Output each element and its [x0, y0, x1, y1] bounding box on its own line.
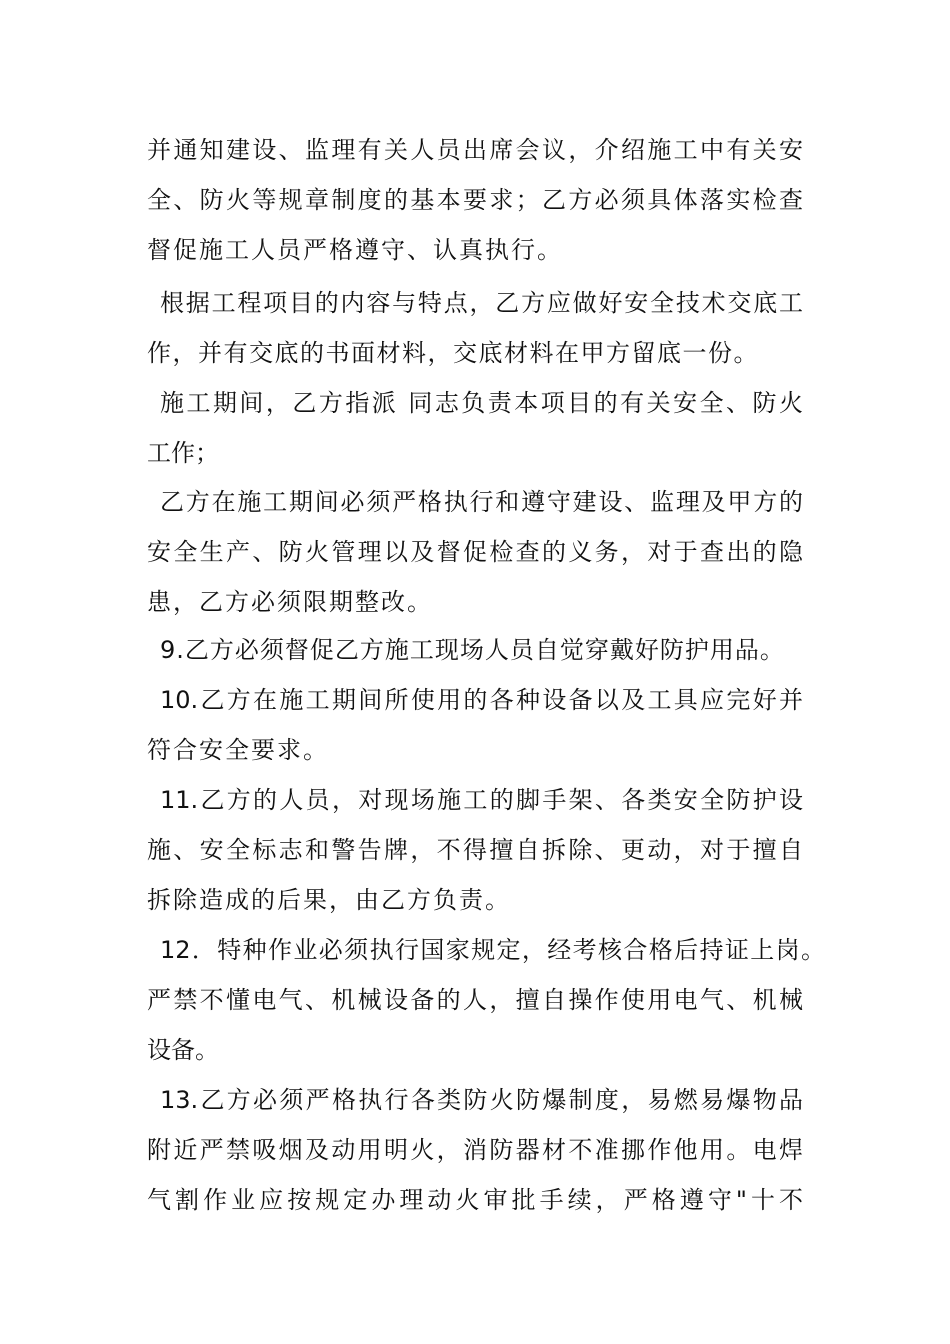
body-text-line: 根据工程项目的内容与特点，乙方应做好安全技术交底工	[160, 289, 803, 317]
body-text-line: 乙方在施工期间必须严格执行和遵守建设、监理及甲方的	[160, 488, 803, 516]
body-text-line: 患，乙方必须限期整改。	[147, 588, 433, 616]
body-text-line: 11.乙方的人员，对现场施工的脚手架、各类安全防护设	[160, 786, 803, 814]
body-text-line: 施工期间，乙方指派 同志负责本项目的有关安全、防火	[160, 389, 803, 417]
body-text-line: 安全生产、防火管理以及督促检查的义务，对于查出的隐	[147, 538, 803, 566]
body-text-line: 施、安全标志和警告牌，不得擅自拆除、更动，对于擅自	[147, 836, 803, 864]
body-text-line: 符合安全要求。	[147, 736, 329, 764]
body-text-line: 工作；	[147, 439, 219, 467]
body-text-line: 并通知建设、监理有关人员出席会议，介绍施工中有关安	[147, 136, 803, 164]
body-text-line: 作，并有交底的书面材料，交底材料在甲方留底一份。	[147, 339, 759, 367]
body-text-line: 拆除造成的后果，由乙方负责。	[147, 886, 511, 914]
body-text-line: 9.乙方必须督促乙方施工现场人员自觉穿戴好防护用品。	[160, 636, 785, 664]
body-text-line: 附近严禁吸烟及动用明火，消防器材不准挪作他用。电焊	[147, 1136, 803, 1164]
body-text-line: 10.乙方在施工期间所使用的各种设备以及工具应完好并	[160, 686, 803, 714]
body-text-line: 设备。	[147, 1036, 219, 1064]
body-text-line: 督促施工人员严格遵守、认真执行。	[147, 236, 563, 264]
body-text-line: 气割作业应按规定办理动火审批手续，严格遵守"十不	[147, 1186, 803, 1214]
body-text-line: 13.乙方必须严格执行各类防火防爆制度，易燃易爆物品	[160, 1086, 803, 1114]
body-text-line: 12．特种作业必须执行国家规定，经考核合格后持证上岗。	[160, 936, 825, 964]
body-text-line: 全、防火等规章制度的基本要求；乙方必须具体落实检查	[147, 186, 803, 214]
body-text-line: 严禁不懂电气、机械设备的人，擅自操作使用电气、机械	[147, 986, 803, 1014]
